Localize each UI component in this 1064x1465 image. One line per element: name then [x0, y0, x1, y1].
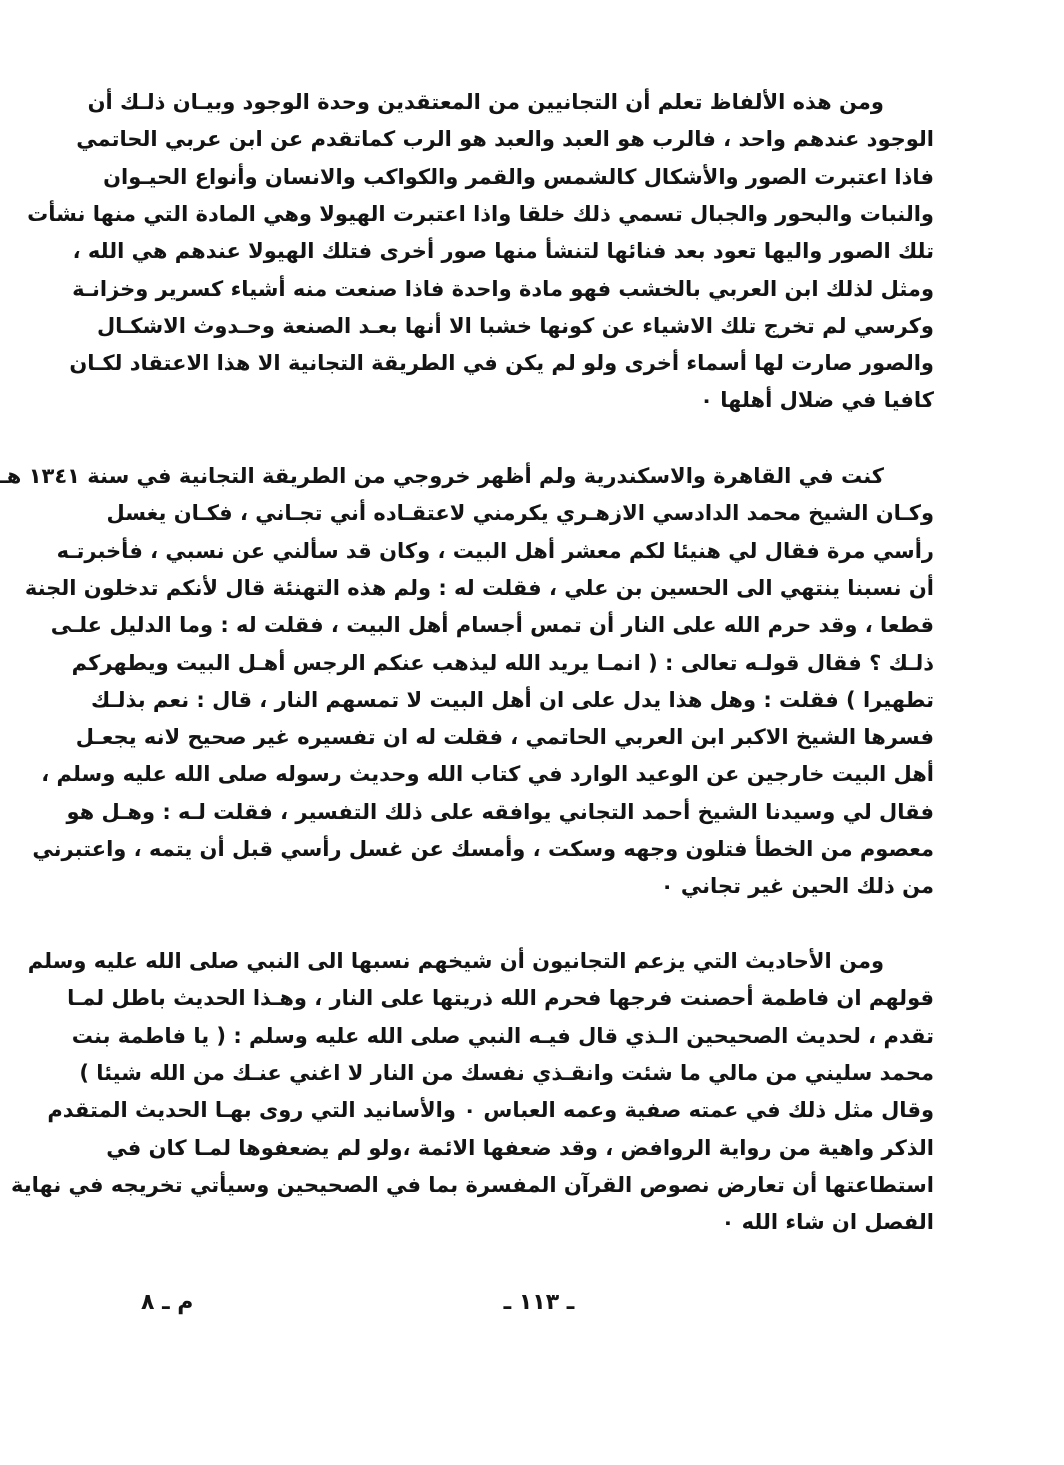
text-line: الوجود عندهم واحد ، فالرب هو العبد والعبد هو الرب كماتقدم عن ابن عربي الحاتمي	[76, 127, 934, 151]
text-line: تلك الصور واليها تعود بعد فنائها لتنشأ منها صور أخرى فتلك الهيولا عندهم هي الله ،	[72, 239, 934, 263]
text-line: أن نسبنا ينتهي الى الحسين بن علي ، فقلت له : ولم هذه التهنئة قال لأنكم تدخلون الجنة	[24, 576, 934, 600]
text-line: رأسي مرة فقال لي هنيئا لكم معشر أهل البيت ، وكان قد سألني عن نسبي ، فأخبرتـه	[56, 539, 934, 563]
text-line: والصور صارت لها أسماء أخرى ولو لم يكن في الطريقة التجانية الا هذا الاعتقاد لكـان	[69, 351, 934, 375]
text-line: أهل البيت خارجين عن الوعيد الوارد في كتاب الله وحديث رسوله صلى الله عليه وسلم ،	[41, 762, 934, 786]
text-line: كافيا في ضلال أهلها ٠	[700, 388, 934, 412]
text-line: استطاعتها أن تعارض نصوص القرآن المفسرة بما في الصحيحين وسيأتي تخريجه في نهاية	[10, 1173, 934, 1197]
text-line: الذكر واهية من رواية الروافض ، وقد ضعفها الائمة ،ولو لم يضعفوها لمـا كان في	[106, 1136, 934, 1160]
text-line: محمد سليني من مالي ما شئت وانقـذي نفسك من النار لا اغني عنـك من الله شيئا )	[79, 1061, 934, 1085]
text-line: والنبات والبحور والجبال تسمي ذلك خلقا واذا اعتبرت الهيولا وهي المادة التي منها نشأت	[27, 202, 934, 226]
text-line: قطعا ، وقد حرم الله على النار أن تمس أجسام أهل البيت ، فقلت له : وما الدليل علـى	[50, 613, 934, 637]
text-line: قولهم ان فاطمة أحصنت فرجها فحرم الله ذريتها على النار ، وهـذا الحديث باطل لمـا	[67, 986, 934, 1010]
text-line: كنت في القاهرة والاسكندرية ولم أظهر خروجي من الطريقة التجانية في سنة ١٣٤١ هـ	[0, 464, 884, 488]
text-line: تطهيرا ) فقلت : وهل هذا يدل على ان أهل البيت لا تمسهم النار ، قال : نعم بذلـك	[90, 688, 934, 712]
text-line: معصوم من الخطأ فتلون وجهه وسكت ، وأمسك عن غسل رأسي قبل أن يتمه ، واعتبرني	[32, 837, 934, 861]
text-line: ومثل لذلك ابن العربي بالخشب فهو مادة واحدة فاذا صنعت منه أشياء كسرير وخزانـة	[72, 277, 934, 301]
text-line: وكـان الشيخ محمد الدادسي الازهـري يكرمني لاعتقـاده أني تجـاني ، فكـان يغسل	[106, 501, 934, 525]
text-line: فاذا اعتبرت الصور والأشكال كالشمس والقمر والكواكب والانسان وأنواع الحيـوان	[103, 165, 934, 189]
text-line: ومن هذه الألفاظ تعلم أن التجانيين من المعتقدين وحدة الوجود وبيـان ذلـك أن	[87, 90, 884, 114]
text-line: وكرسي لم تخرج تلك الاشياء عن كونها خشبا الا أنها بعـد الصنعة وحـدوث الاشكـال	[96, 314, 934, 338]
text-line: فقال لي وسيدنا الشيخ أحمد التجاني يوافقه على ذلك التفسير ، فقلت لـه : وهـل هو	[66, 800, 934, 824]
text-line: ذلـك ؟ فقال قولـه تعالى : ( انمـا يريد الله ليذهب عنكم الرجس أهـل البيت ويطهركم	[71, 651, 934, 675]
text-line: الفصل ان شاء الله ٠	[721, 1210, 934, 1234]
text-line: وقال مثل ذلك في عمته صفية وعمه العباس ٠ والأسانيد التي روى بهـا الحديث المتقدم	[47, 1098, 934, 1122]
signature-mark: م ـ ٨	[141, 1290, 194, 1315]
text-line: فسرها الشيخ الاكبر ابن العربي الحاتمي ، فقلت له ان تفسيره غير صحيح لانه يجعـل	[75, 725, 934, 749]
text-line: من ذلك الحين غير تجاني ٠	[660, 874, 934, 898]
page-number: ـ ١١٣ ـ	[503, 1290, 575, 1315]
text-line: تقدم ، لحديث الصحيحين الـذي قال فيـه النبي صلى الله عليه وسلم : ( يا فاطمة بنت	[71, 1024, 934, 1048]
text-line: ومن الأحاديث التي يزعم التجانيون أن شيخهم نسبها الى النبي صلى الله عليه وسلم	[27, 949, 884, 973]
